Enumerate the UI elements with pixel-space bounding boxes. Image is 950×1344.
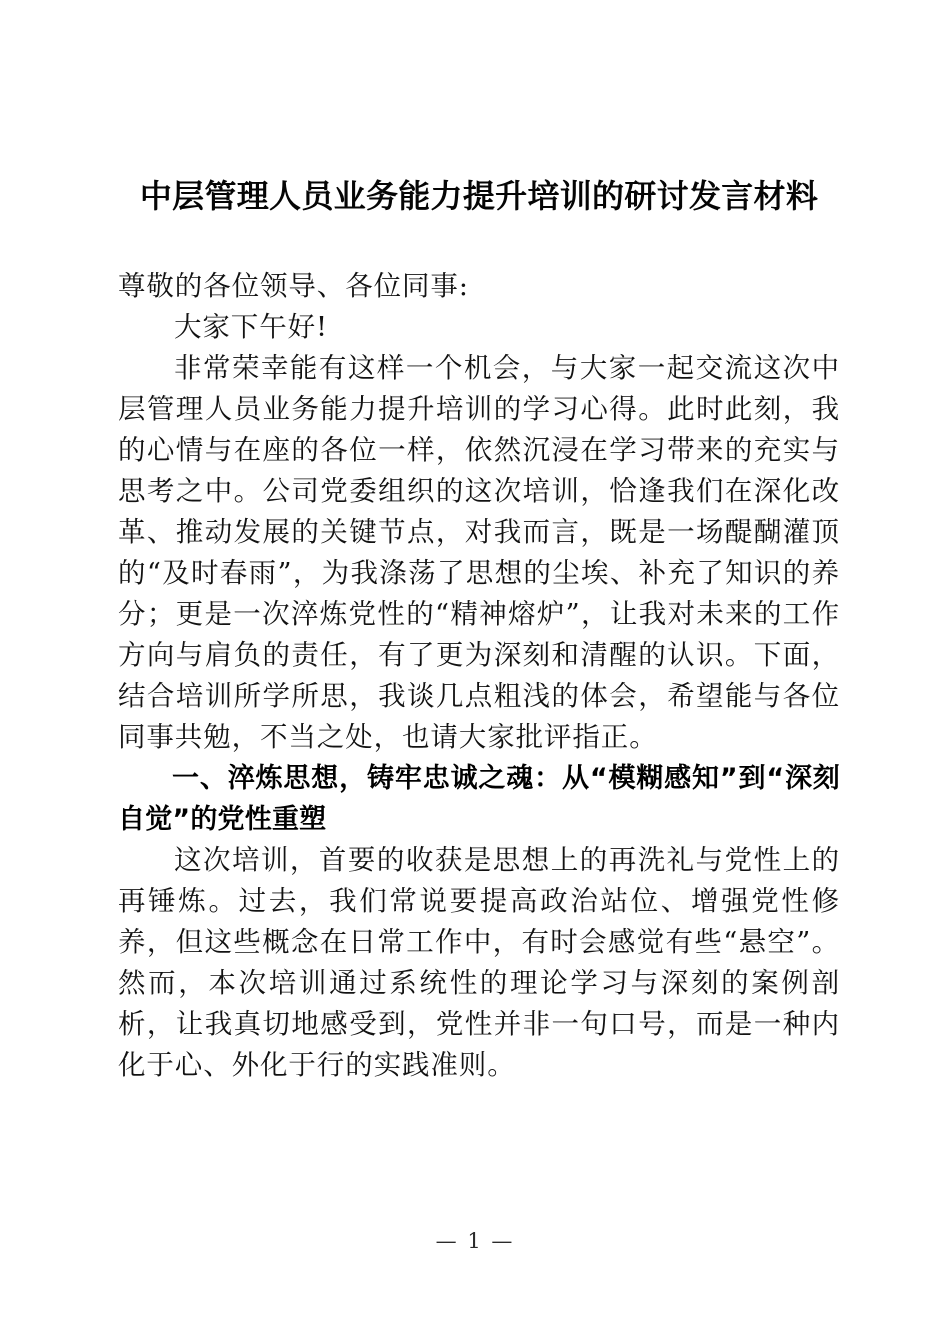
- page-number-footer: — 1 —: [435, 1229, 515, 1253]
- section-one-heading: 一、淬炼思想，铸牢忠诚之魂：从“模糊感知”到“深刻自觉”的党性重塑: [118, 763, 840, 835]
- opening-paragraph: 非常荣幸能有这样一个机会，与大家一起交流这次中层管理人员业务能力提升培训的学习心得。此时此刻，我的心情与在座的各位一样，依然沉浸在学习带来的充实与思考之中。公司党委组织的这次培训，恰逢我们在深化改革、推动发展的关键节点，对我而言，既是一场醍醐灌顶的“及时春雨”，为我涤荡了思想的尘埃、补充了知识的养分；更是一次淬炼党性的“精神熔炉”，让我对未来的工作方向与肩负的责任，有了更为深刻和清醒的认识。下面，结合培训所学所思，我谈几点粗浅的体会，希望能与各位同事共勉，不当之处，也请大家批评指正。: [118, 352, 840, 753]
- title-spacer: [118, 224, 840, 266]
- section-one-paragraph: 这次培训，首要的收获是思想上的再洗礼与党性上的再锤炼。过去，我们常说要提高政治站位、增强党性修养，但这些概念在日常工作中，有时会感觉有些“悬空”。然而，本次培训通过系统性的理论学习与深刻的案例剖析，让我真切地感受到，党性并非一句口号，而是一种内化于心、外化于行的实践准则。: [118, 844, 840, 1081]
- page-title: 中层管理人员业务能力提升培训的研讨发言材料: [139, 177, 819, 215]
- greeting-line: 大家下午好!: [174, 311, 328, 343]
- salutation-line: 尊敬的各位领导、各位同事:: [118, 270, 469, 302]
- document-body: [118, 168, 840, 1086]
